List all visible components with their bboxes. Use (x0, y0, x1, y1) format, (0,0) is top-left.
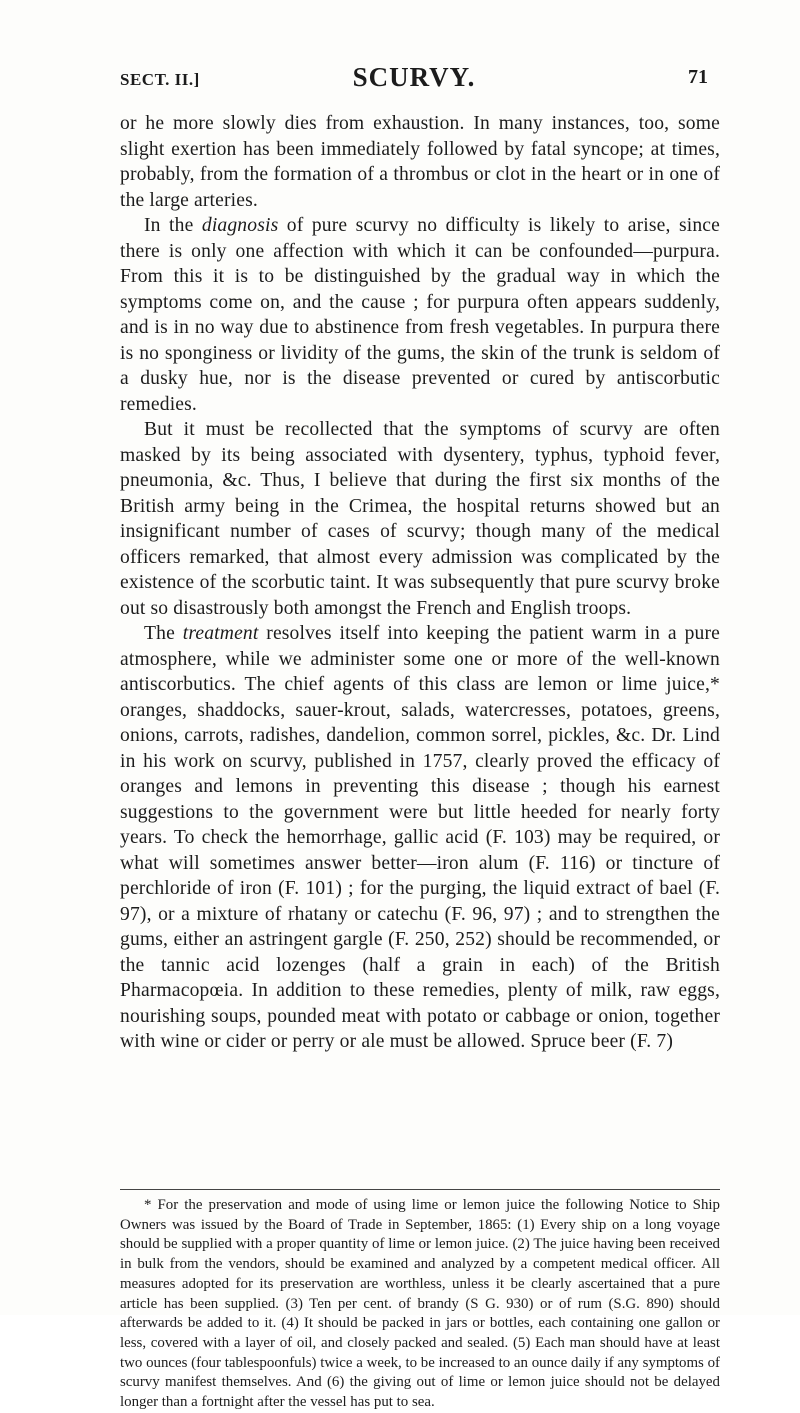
diagnosis-term: diagnosis (201, 215, 279, 236)
footnote-text: * For the preservation and mode of using lime or lemon juice the following Notice to Ship Owners was issued by the Board of Trade in September, 1865: (1) Every ship on a long voyage should be supplied with a proper quantity of lime or lemon juice. (2) The juice having been received in bulk from the vendors, should be examined and analyzed by a competent medical officer. All measures adopted for its preservation are worthless, unless it be clearly ascertained that a pure article has been supplied. (3) Ten per cent. of brandy (S G. 930) or of rum (S.G. 890) should afterwards be added to it. (4) It should be packed in jars or bottles, each containing one gallon or less, covered with a layer of oil, and closely packed and sealed. (5) Each man should have at least two ounces (four tablespoonfuls) twice a week, to be increased to an ounce daily if any symptoms of scurvy manifest themselves. And (6) the giving out of lime or lemon juice should not be delayed longer than a fortnight after the vessel has put to sea. (120, 1197, 720, 1411)
paragraph-diagnosis (120, 213, 720, 417)
treatment-lead: The (144, 623, 183, 644)
paragraph-exhaustion: or he more slowly dies from exhaustion. In many instances, too, some slight exertion has been immediately followed by fatal syncope; at times, probably, from the formation of a thrombus or clot in the heart or in one of the large arteries. (120, 113, 720, 211)
section-label: SECT. II.] (120, 70, 200, 89)
page-number: 71 (688, 66, 708, 88)
footnote-divider (120, 1189, 720, 1190)
diagnosis-text: of pure scurvy no difficulty is likely to arise, since there is only one affection with which it can be confounded—purpura. From this it is to be distinguished by the gradual way in which the symptoms come on, and the cause ; for purpura often appears suddenly, and is in no way due to abstinence from fresh vegetables. In purpura there is no sponginess or lividity of the gums, the skin of the trunk is seldom of a dusky hue, nor is the disease prevented or cured by antiscorbutic remedies. (120, 215, 720, 415)
chapter-title: SCURVY. (352, 62, 476, 92)
running-head (120, 62, 708, 96)
treatment-text: resolves itself into keeping the patient warm in a pure atmosphere, while we administer some one or more of the well-known antiscorbutics. The chief agents of this class are lemon or lime juice,* oranges, shaddocks, sauer-krout, salads, watercresses, potatoes, greens, onions, carrots, radishes, dandelion, common sorrel, pickles, &c. Dr. Lind in his work on scurvy, published in 1757, clearly proved the efficacy of oranges and lemons in preventing this disease ; though his earnest suggestions to the government were but little heeded for nearly forty years. To check the hemorrhage, gallic acid (F. 103) may be required, or what will sometimes answer better—iron alum (F. 116) or tincture of perchloride of iron (F. 101) ; for the purging, the liquid extract of bael (F. 97), or a mixture of rhatany or catechu (F. 96, 97) ; and to strengthen the gums, either an astringent gargle (F. 250, 252) should be recommended, or the tannic acid lozenges (half a grain in each) of the British Pharmacopœia. In addition to these remedies, plenty of milk, raw eggs, nourishing soups, pounded meat with potato or cabbage or onion, together with wine or cider or perry or ale must be allowed. Spruce beer (F. 7) (120, 623, 720, 1052)
body-text (120, 111, 720, 1055)
footnote (120, 1196, 720, 1413)
treatment-term: treatment (182, 623, 259, 644)
diagnosis-lead: In the (144, 215, 202, 236)
paragraph-masked-symptoms: But it must be recollected that the symptoms of scurvy are often masked by its being associated with dysentery, typhus, typhoid fever, pneumonia, &c. Thus, I believe that during the first six months of the British army being in the Crimea, the hospital returns showed but an insignificant number of cases of scurvy; though many of the medical officers remarked, that almost every admission was complicated by the existence of the scorbutic taint. It was subsequently that pure scurvy broke out so disastrously both amongst the French and English troops. (120, 419, 720, 619)
paragraph-treatment (120, 621, 720, 1055)
